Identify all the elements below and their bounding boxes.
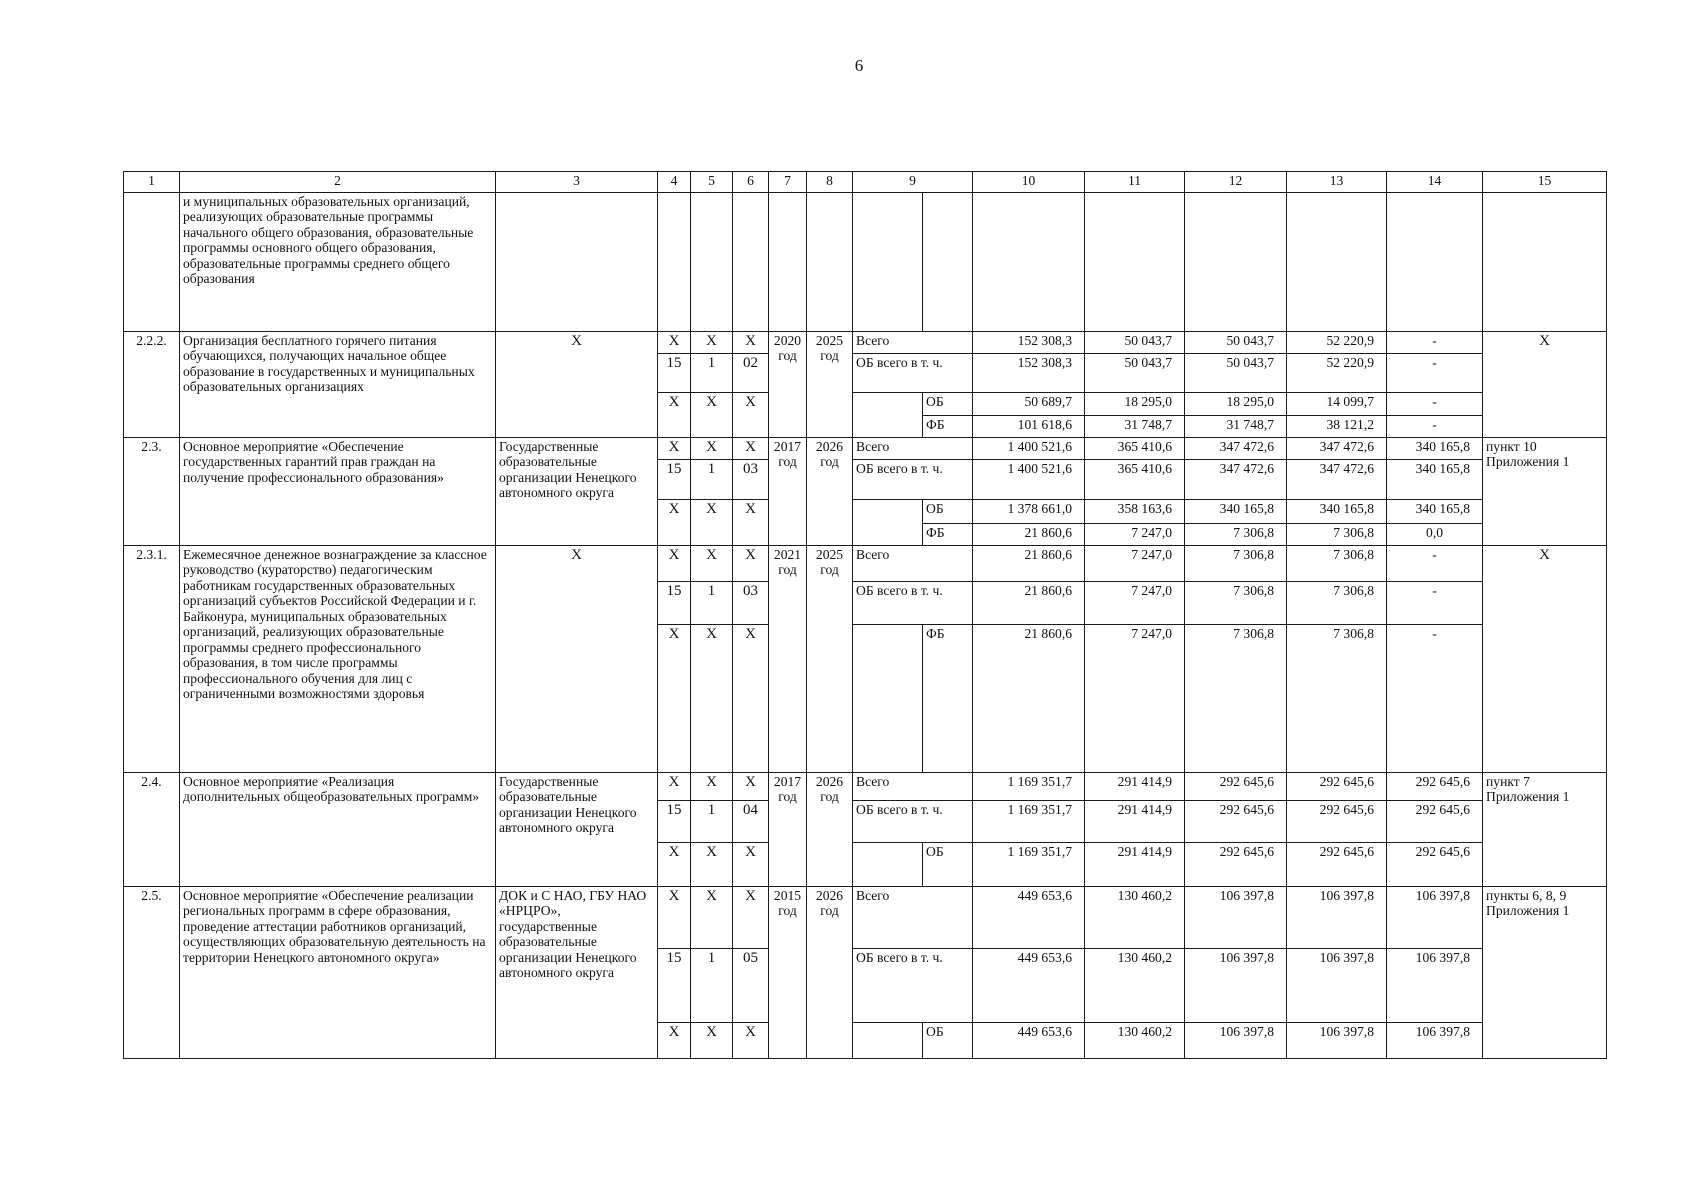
amount-cell: 106 397,8 — [1387, 887, 1483, 949]
amount-cell: 347 472,6 — [1185, 460, 1287, 500]
code-cell: Х — [733, 1023, 769, 1059]
amount-cell: 152 308,3 — [973, 354, 1085, 393]
code-cell: Х — [733, 393, 769, 438]
code-cell: Х — [658, 546, 691, 582]
funding-label: ОБ всего в т. ч. — [853, 354, 973, 393]
amount-cell: 7 247,0 — [1085, 546, 1185, 582]
amount-cell: 106 397,8 — [1387, 949, 1483, 1023]
amount-cell: 106 397,8 — [1287, 1023, 1387, 1059]
start-year: 2020 год — [769, 332, 807, 438]
amount-cell: 291 414,9 — [1085, 773, 1185, 801]
start-year: 2017 год — [769, 773, 807, 887]
measure-name: Организация бесплатного горячего питания обучающихся, получающих начальное общее образование в государственных и муниципальных образовательных организациях — [180, 332, 496, 438]
executor: Х — [496, 546, 658, 773]
funding-label: ОБ всего в т. ч. — [853, 460, 973, 500]
start-year: 2021 год — [769, 546, 807, 773]
header-cell: 9 — [853, 172, 973, 193]
amount-cell: 291 414,9 — [1085, 843, 1185, 887]
amount-cell: 347 472,6 — [1287, 460, 1387, 500]
row-number: 2.4. — [124, 773, 180, 887]
amount-cell: 106 397,8 — [1185, 887, 1287, 949]
amount-cell: 7 306,8 — [1185, 524, 1287, 546]
row-number: 2.3. — [124, 438, 180, 546]
end-year: 2026 год — [807, 887, 853, 1059]
funding-label: Всего — [853, 887, 973, 949]
reference: пункты 6, 8, 9 Приложения 1 — [1483, 887, 1607, 1059]
header-cell: 6 — [733, 172, 769, 193]
code-cell: Х — [658, 887, 691, 949]
executor: ДОК и С НАО, ГБУ НАО «НРЦРО», государственные образовательные организации Ненецкого автономного округа — [496, 887, 658, 1059]
code-cell: Х — [733, 546, 769, 582]
amount-cell: 449 653,6 — [973, 887, 1085, 949]
funding-label: Всего — [853, 438, 973, 460]
row-number: 2.5. — [124, 887, 180, 1059]
code-cell: Х — [733, 625, 769, 773]
amount-cell: 106 397,8 — [1287, 887, 1387, 949]
amount-cell: 7 306,8 — [1287, 582, 1387, 625]
code-cell: 15 — [658, 354, 691, 393]
amount-cell: 130 460,2 — [1085, 887, 1185, 949]
table-row — [124, 438, 1607, 460]
amount-cell: 52 220,9 — [1287, 354, 1387, 393]
amount-cell: 7 247,0 — [1085, 625, 1185, 773]
amount-cell: 340 165,8 — [1387, 438, 1483, 460]
end-year: 2026 год — [807, 438, 853, 546]
code-cell: Х — [733, 843, 769, 887]
code-cell: 15 — [658, 949, 691, 1023]
code-cell: Х — [733, 438, 769, 460]
amount-cell: 50 043,7 — [1085, 332, 1185, 354]
amount-cell: 130 460,2 — [1085, 949, 1185, 1023]
amount-cell: 7 306,8 — [1287, 524, 1387, 546]
code-cell: 02 — [733, 354, 769, 393]
code-cell: Х — [733, 773, 769, 801]
measure-name: Основное мероприятие «Реализация дополнительных общеобразовательных программ» — [180, 773, 496, 887]
executor: Х — [496, 332, 658, 438]
amount-cell: 7 306,8 — [1185, 582, 1287, 625]
code-cell: Х — [691, 625, 733, 773]
code-cell: Х — [658, 500, 691, 546]
table-row — [124, 332, 1607, 354]
amount-cell: 7 306,8 — [1287, 625, 1387, 773]
code-cell: Х — [658, 625, 691, 773]
header-cell: 13 — [1287, 172, 1387, 193]
amount-cell: 1 378 661,0 — [973, 500, 1085, 524]
table-row — [124, 546, 1607, 582]
code-cell: Х — [691, 438, 733, 460]
funding-label: ФБ — [923, 416, 973, 438]
code-cell: 03 — [733, 582, 769, 625]
code-cell: Х — [658, 393, 691, 438]
amount-cell: 106 397,8 — [1185, 1023, 1287, 1059]
amount-cell: 50 043,7 — [1185, 332, 1287, 354]
amount-cell: - — [1387, 393, 1483, 416]
amount-cell: 7 306,8 — [1287, 546, 1387, 582]
start-year: 2017 год — [769, 438, 807, 546]
amount-cell: 1 169 351,7 — [973, 801, 1085, 843]
funding-label: ОБ — [923, 1023, 973, 1059]
amount-cell: - — [1387, 582, 1483, 625]
amount-cell: 50 043,7 — [1185, 354, 1287, 393]
start-year: 2015 год — [769, 887, 807, 1059]
amount-cell: 340 165,8 — [1387, 500, 1483, 524]
amount-cell: 0,0 — [1387, 524, 1483, 546]
amount-cell: 50 689,7 — [973, 393, 1085, 416]
header-cell: 2 — [180, 172, 496, 193]
amount-cell: 449 653,6 — [973, 1023, 1085, 1059]
amount-cell: 358 163,6 — [1085, 500, 1185, 524]
funding-label: ОБ — [923, 500, 973, 524]
code-cell: Х — [691, 887, 733, 949]
code-cell: 1 — [691, 582, 733, 625]
budget-table — [123, 171, 1607, 1059]
amount-cell: 292 645,6 — [1287, 773, 1387, 801]
header-cell: 14 — [1387, 172, 1483, 193]
reference: пункт 10 Приложения 1 — [1483, 438, 1607, 546]
code-cell: 04 — [733, 801, 769, 843]
amount-cell: 18 295,0 — [1085, 393, 1185, 416]
funding-label: ОБ — [923, 393, 973, 416]
amount-cell: 1 169 351,7 — [973, 843, 1085, 887]
header-row — [124, 172, 1607, 193]
header-cell: 15 — [1483, 172, 1607, 193]
funding-label: ОБ всего в т. ч. — [853, 949, 973, 1023]
amount-cell: 340 165,8 — [1185, 500, 1287, 524]
code-cell: Х — [733, 500, 769, 546]
funding-label: Всего — [853, 332, 973, 354]
code-cell: 05 — [733, 949, 769, 1023]
measure-name: Ежемесячное денежное вознаграждение за классное руководство (кураторство) педагогическим работникам государственных образовательных организаций субъектов Российской Федерации и г. Байконура, муниципальных образовательных организаций, реализующих образовательные программы среднего профессионального образования, в том числе программы профессионального обучения для лиц с ограниченными возможностями здоровья — [180, 546, 496, 773]
code-cell: Х — [733, 332, 769, 354]
code-cell: Х — [691, 773, 733, 801]
reference: пункт 7 Приложения 1 — [1483, 773, 1607, 887]
amount-cell: 1 400 521,6 — [973, 438, 1085, 460]
code-cell: Х — [658, 1023, 691, 1059]
funding-label: ОБ всего в т. ч. — [853, 801, 973, 843]
end-year: 2025 год — [807, 332, 853, 438]
code-cell: Х — [691, 332, 733, 354]
amount-cell: 347 472,6 — [1287, 438, 1387, 460]
amount-cell: 52 220,9 — [1287, 332, 1387, 354]
executor: Государственные образовательные организации Ненецкого автономного округа — [496, 438, 658, 546]
amount-cell: 365 410,6 — [1085, 460, 1185, 500]
amount-cell: - — [1387, 354, 1483, 393]
code-cell: Х — [691, 843, 733, 887]
header-cell: 1 — [124, 172, 180, 193]
amount-cell: 21 860,6 — [973, 524, 1085, 546]
table-row — [124, 773, 1607, 801]
amount-cell: 340 165,8 — [1387, 460, 1483, 500]
header-cell: 8 — [807, 172, 853, 193]
code-cell: 03 — [733, 460, 769, 500]
executor: Государственные образовательные организации Ненецкого автономного округа — [496, 773, 658, 887]
amount-cell: 21 860,6 — [973, 625, 1085, 773]
amount-cell: 1 169 351,7 — [973, 773, 1085, 801]
amount-cell: 38 121,2 — [1287, 416, 1387, 438]
funding-label: ОБ — [923, 843, 973, 887]
code-cell: 15 — [658, 460, 691, 500]
amount-cell: 21 860,6 — [973, 582, 1085, 625]
page-number: 6 — [854, 56, 864, 75]
row-number: 2.2.2. — [124, 332, 180, 438]
amount-cell: 292 645,6 — [1287, 843, 1387, 887]
amount-cell: 291 414,9 — [1085, 801, 1185, 843]
amount-cell: 101 618,6 — [973, 416, 1085, 438]
measure-name: Основное мероприятие «Обеспечение реализации региональных программ в сфере образования, проведение аттестации работников организаций, осуществляющих образовательную деятельность на территории Ненецкого автономного округа» — [180, 887, 496, 1059]
amount-cell: 292 645,6 — [1185, 801, 1287, 843]
code-cell: Х — [658, 332, 691, 354]
amount-cell: 292 645,6 — [1185, 773, 1287, 801]
code-cell: Х — [733, 887, 769, 949]
amount-cell: 292 645,6 — [1387, 843, 1483, 887]
code-cell: 1 — [691, 801, 733, 843]
header-cell: 7 — [769, 172, 807, 193]
measure-name: Основное мероприятие «Обеспечение государственных гарантий прав граждан на получение профессионального образования» — [180, 438, 496, 546]
code-cell: 1 — [691, 460, 733, 500]
amount-cell: 365 410,6 — [1085, 438, 1185, 460]
row-number: 2.3.1. — [124, 546, 180, 773]
amount-cell: 31 748,7 — [1085, 416, 1185, 438]
amount-cell: 14 099,7 — [1287, 393, 1387, 416]
amount-cell: 7 247,0 — [1085, 524, 1185, 546]
funding-label: ФБ — [923, 625, 973, 773]
amount-cell: - — [1387, 625, 1483, 773]
table-row — [124, 193, 1607, 332]
code-cell: Х — [658, 773, 691, 801]
end-year: 2026 год — [807, 773, 853, 887]
amount-cell: 340 165,8 — [1287, 500, 1387, 524]
header-cell: 12 — [1185, 172, 1287, 193]
amount-cell: 449 653,6 — [973, 949, 1085, 1023]
code-cell: Х — [691, 500, 733, 546]
amount-cell: 21 860,6 — [973, 546, 1085, 582]
amount-cell: - — [1387, 416, 1483, 438]
amount-cell: 31 748,7 — [1185, 416, 1287, 438]
end-year: 2025 год — [807, 546, 853, 773]
code-cell: Х — [658, 438, 691, 460]
funding-label: ОБ всего в т. ч. — [853, 582, 973, 625]
header-cell: 4 — [658, 172, 691, 193]
amount-cell: 106 397,8 — [1287, 949, 1387, 1023]
amount-cell: 292 645,6 — [1287, 801, 1387, 843]
amount-cell: 18 295,0 — [1185, 393, 1287, 416]
amount-cell: 7 247,0 — [1085, 582, 1185, 625]
amount-cell: - — [1387, 546, 1483, 582]
amount-cell: 130 460,2 — [1085, 1023, 1185, 1059]
funding-label: Всего — [853, 546, 973, 582]
amount-cell: 106 397,8 — [1185, 949, 1287, 1023]
funding-label: Всего — [853, 773, 973, 801]
code-cell: 15 — [658, 801, 691, 843]
amount-cell: 292 645,6 — [1387, 801, 1483, 843]
code-cell: 15 — [658, 582, 691, 625]
amount-cell: 347 472,6 — [1185, 438, 1287, 460]
amount-cell: - — [1387, 332, 1483, 354]
reference: Х — [1483, 332, 1607, 438]
amount-cell: 50 043,7 — [1085, 354, 1185, 393]
header-cell: 3 — [496, 172, 658, 193]
amount-cell: 7 306,8 — [1185, 625, 1287, 773]
code-cell: Х — [691, 546, 733, 582]
measure-name: и муниципальных образовательных организаций, реализующих образовательные программы начального общего образования, образовательные программы основного общего образования, образовательные программы среднего общего образования — [180, 193, 496, 332]
table-row — [124, 887, 1607, 949]
amount-cell: 152 308,3 — [973, 332, 1085, 354]
code-cell: Х — [691, 1023, 733, 1059]
funding-label: ФБ — [923, 524, 973, 546]
header-cell: 11 — [1085, 172, 1185, 193]
code-cell: Х — [691, 393, 733, 438]
code-cell: Х — [658, 843, 691, 887]
header-cell: 10 — [973, 172, 1085, 193]
code-cell: 1 — [691, 949, 733, 1023]
amount-cell: 1 400 521,6 — [973, 460, 1085, 500]
header-cell: 5 — [691, 172, 733, 193]
amount-cell: 106 397,8 — [1387, 1023, 1483, 1059]
reference: Х — [1483, 546, 1607, 773]
amount-cell: 292 645,6 — [1185, 843, 1287, 887]
amount-cell: 292 645,6 — [1387, 773, 1483, 801]
code-cell: 1 — [691, 354, 733, 393]
amount-cell: 7 306,8 — [1185, 546, 1287, 582]
